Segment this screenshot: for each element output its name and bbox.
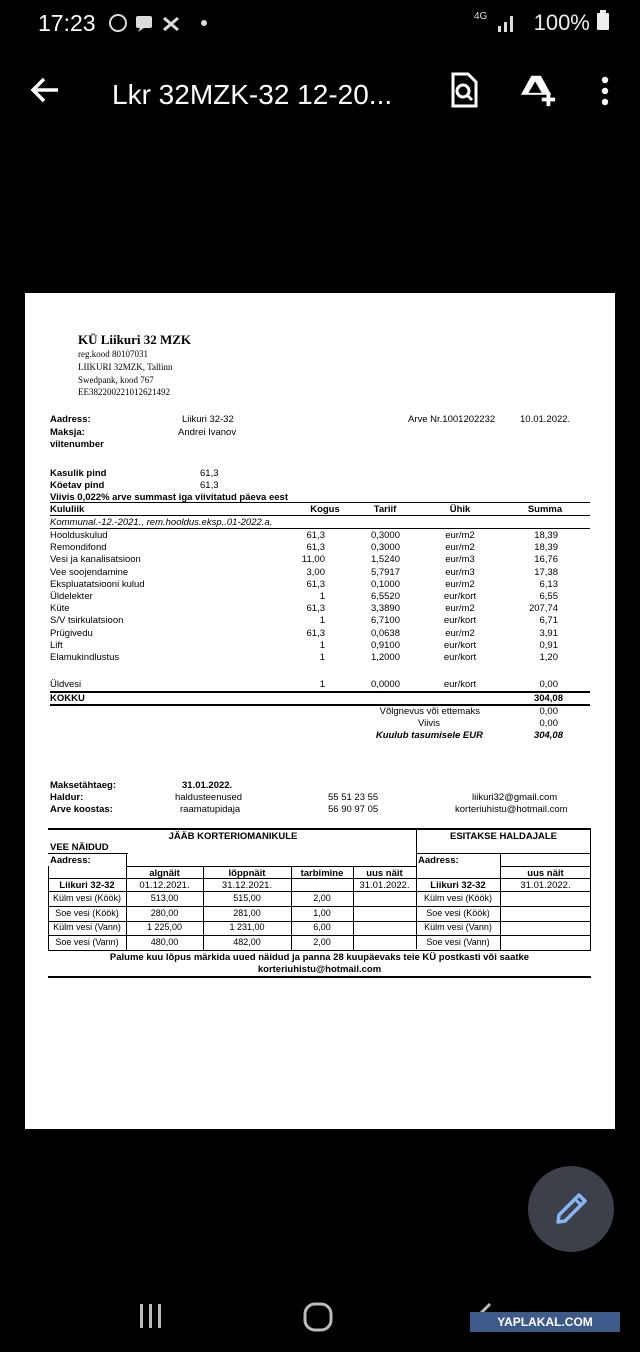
document-title: Lkr 32MZK-32 12-20... bbox=[112, 79, 393, 110]
col-start-reading: algnäit bbox=[149, 868, 180, 879]
right-address-label: Aadress: bbox=[418, 855, 459, 866]
water-row-use: 6,00 bbox=[313, 922, 331, 932]
water-row-start: 280,00 bbox=[150, 907, 179, 918]
notification-icons bbox=[108, 12, 208, 40]
invoice-date: 10.01.2022. bbox=[520, 414, 571, 425]
water-row-use: 1,00 bbox=[313, 907, 331, 918]
cost-rate: 0,3000 bbox=[370, 530, 400, 541]
water-row-start: 1 225,00 bbox=[146, 922, 183, 932]
cost-unit: eur/kort bbox=[443, 615, 477, 627]
cost-name: S/V tsirkulatsioon bbox=[50, 615, 124, 627]
recent-apps-icon[interactable] bbox=[136, 1300, 166, 1332]
cost-sum: 6,13 bbox=[539, 578, 558, 590]
network-type: 4G bbox=[474, 11, 488, 22]
app-bar bbox=[0, 55, 640, 130]
cost-name: Vee soojendamine bbox=[50, 566, 129, 578]
battery-percent: 100% bbox=[533, 10, 590, 35]
org-iban: EE382200221012621492 bbox=[78, 387, 170, 397]
org-address: LIIKURI 32MZK, Tallinn bbox=[78, 362, 173, 372]
cost-name: Lift bbox=[50, 639, 63, 651]
due-date-label: Maksetähtaeg: bbox=[50, 780, 116, 791]
start-date: 01.12.2021. bbox=[139, 880, 190, 891]
useful-area-label: Kasulik pind bbox=[50, 468, 107, 479]
water-row-name-right: Külm vesi (Vann) bbox=[424, 922, 492, 932]
reference-label: viitenumber bbox=[50, 439, 104, 450]
new-date: 31.01.2022. bbox=[359, 880, 410, 891]
author-phone: 56 90 97 05 bbox=[328, 804, 379, 815]
cost-qty: 1 bbox=[319, 639, 325, 651]
org-bank: Swedpank, kood 767 bbox=[78, 375, 154, 385]
address-label: Aadress: bbox=[50, 414, 91, 425]
billing-period: Kommunal.-12.-2021., rem.hooldus.eksp..01-2022.a. bbox=[50, 517, 273, 528]
water-row-end: 482,00 bbox=[233, 936, 261, 947]
footer-note-line1: Palume kuu lõpus märkida uued näidud ja panna 28 kuupäevaks teie KÜ postkasti või saatke bbox=[109, 952, 530, 963]
org-reg-code: reg.kood 80107031 bbox=[78, 349, 148, 359]
heated-area-label: Köetav pind bbox=[50, 480, 105, 491]
cost-qty: 1 bbox=[319, 591, 325, 602]
water-row-end: 515,00 bbox=[233, 893, 261, 903]
author-email: korteriuhistu@hotmail.com bbox=[455, 804, 568, 815]
edit-fab[interactable] bbox=[528, 1166, 614, 1252]
cost-name: Prügivedu bbox=[50, 627, 93, 639]
water-address-label: Aadress: bbox=[50, 855, 91, 866]
cost-unit: eur/m2 bbox=[445, 542, 475, 554]
battery-icon bbox=[596, 10, 610, 30]
water-row-start: 513,00 bbox=[150, 893, 179, 903]
cost-qty: 61,3 bbox=[306, 578, 325, 590]
water-row-name: Soe vesi (Vann) bbox=[55, 936, 119, 947]
apartment-left: Liikuri 32-32 bbox=[59, 880, 115, 891]
water-row-use: 2,00 bbox=[313, 936, 331, 947]
cost-unit: eur/m2 bbox=[445, 627, 475, 639]
col-end-reading: lõppnäit bbox=[228, 868, 266, 879]
watermark: YAPLAKAL.COM bbox=[470, 1312, 620, 1332]
signal-icon bbox=[496, 14, 516, 32]
col-header-qty: Kogus bbox=[310, 504, 340, 515]
cost-sum: 6,55 bbox=[539, 591, 558, 602]
rule bbox=[48, 853, 128, 854]
water-table-top bbox=[48, 828, 591, 830]
cost-name: Üldvesi bbox=[50, 679, 82, 690]
cost-rate: 5,7917 bbox=[370, 566, 400, 578]
table-header-rule bbox=[50, 515, 590, 516]
amount-due-value: 304,08 bbox=[533, 730, 563, 741]
author-name: raamatupidaja bbox=[180, 804, 241, 815]
payer-label: Maksja: bbox=[50, 427, 85, 438]
col-header-type: Kululiik bbox=[50, 504, 85, 515]
manager-phone: 55 51 23 55 bbox=[328, 792, 379, 803]
cost-sum: 3,91 bbox=[539, 627, 558, 639]
fine-label: Viivis bbox=[418, 718, 440, 729]
grid-line bbox=[126, 853, 127, 951]
grid-line bbox=[203, 866, 204, 951]
right-section-title: ESITAKSE HALDAJALE bbox=[450, 831, 557, 842]
cost-rate: 0,9100 bbox=[370, 639, 400, 651]
table-top-rule bbox=[50, 502, 590, 503]
cost-sum: 207,74 bbox=[528, 603, 558, 615]
status-bar bbox=[0, 0, 640, 50]
cost-name: Vesi ja kanalisatsioon bbox=[50, 554, 141, 566]
period-rule bbox=[50, 528, 590, 529]
cost-name: Üldelekter bbox=[50, 591, 93, 602]
readings-title: VEE NÄIDUD bbox=[50, 842, 109, 853]
cost-name: Hoolduskulud bbox=[50, 530, 108, 541]
col-new-reading-right: uus näit bbox=[527, 868, 564, 879]
rule bbox=[416, 853, 591, 854]
rule bbox=[500, 866, 591, 867]
author-label: Arve koostas: bbox=[50, 804, 113, 815]
col-header-rate: Tariif bbox=[373, 504, 397, 515]
water-row-end: 281,00 bbox=[233, 907, 261, 918]
grid-line bbox=[48, 866, 49, 951]
address-value: Liikuri 32-32 bbox=[182, 414, 234, 425]
cost-rate: 0,3000 bbox=[370, 542, 400, 554]
cost-rate: 0,0000 bbox=[370, 679, 400, 690]
total-value: 304,08 bbox=[533, 693, 563, 704]
heated-area-value: 61,3 bbox=[200, 480, 219, 491]
cost-name: Küte bbox=[50, 603, 70, 615]
org-name: KÜ Liikuri 32 MZK bbox=[78, 332, 192, 347]
cost-qty: 61,3 bbox=[306, 627, 325, 639]
cost-sum: 18,39 bbox=[534, 530, 558, 541]
cost-qty: 1 bbox=[319, 652, 325, 663]
pencil-icon bbox=[528, 1166, 614, 1252]
search-in-document-icon[interactable] bbox=[446, 71, 482, 109]
cost-rate: 6,7100 bbox=[370, 615, 400, 627]
cost-qty: 1 bbox=[319, 615, 325, 627]
water-row-name-right: Soe vesi (Vann) bbox=[426, 936, 490, 947]
cost-unit: eur/kort bbox=[443, 679, 477, 690]
cost-sum: 6,71 bbox=[539, 615, 558, 627]
cost-rate: 6,5520 bbox=[370, 591, 400, 602]
manager-name: haldusteenused bbox=[175, 792, 243, 803]
home-icon[interactable] bbox=[301, 1300, 335, 1334]
cost-rate: 0,1000 bbox=[370, 578, 400, 590]
cost-unit: eur/kort bbox=[443, 639, 477, 651]
cost-rate: 3,3890 bbox=[370, 603, 400, 615]
left-section-title: JÄÄB KORTERIOMANIKULE bbox=[168, 831, 298, 842]
rule bbox=[48, 878, 591, 879]
cost-rate: 0,0638 bbox=[370, 627, 400, 639]
water-row-start: 480,00 bbox=[150, 936, 179, 947]
cost-unit: eur/m3 bbox=[445, 554, 475, 566]
cost-sum: 1,20 bbox=[539, 652, 558, 663]
status-time: 17:23 bbox=[38, 10, 96, 36]
cost-name: Ekspluatatsiooni kulud bbox=[50, 578, 145, 590]
col-header-unit: Ühik bbox=[449, 504, 471, 515]
cost-unit: eur/kort bbox=[443, 591, 477, 602]
footer-note-line2: korteriuhistu@hotmail.com bbox=[257, 964, 382, 975]
water-row-use: 2,00 bbox=[313, 893, 331, 903]
debt-value: 0,00 bbox=[539, 706, 558, 717]
cost-unit: eur/kort bbox=[443, 652, 477, 663]
cost-qty: 61,3 bbox=[306, 542, 325, 554]
apartment-right: Liikuri 32-32 bbox=[430, 880, 486, 891]
water-row-name: Külm vesi (Vann) bbox=[53, 922, 121, 932]
water-row-name: Soe vesi (Köök) bbox=[55, 907, 119, 918]
payer-name: Andrei Ivanov bbox=[178, 427, 237, 438]
more-options-icon[interactable] bbox=[590, 71, 620, 109]
cost-sum: 18,39 bbox=[534, 542, 558, 554]
cost-qty: 11,00 bbox=[301, 554, 325, 566]
water-row-name-right: Külm vesi (Köök) bbox=[423, 893, 493, 903]
grid-line bbox=[590, 829, 591, 951]
rule bbox=[48, 891, 591, 892]
invoice-number: Arve Nr.1001202232 bbox=[408, 414, 496, 425]
manager-label: Haldur: bbox=[50, 792, 84, 803]
total-label: KOKKU bbox=[50, 693, 85, 704]
cost-rate: 1,5240 bbox=[370, 554, 400, 566]
cost-qty: 61,3 bbox=[306, 603, 325, 615]
end-date: 31.12.2021. bbox=[221, 880, 273, 891]
cost-qty: 1 bbox=[319, 679, 325, 690]
grid-line bbox=[353, 866, 354, 951]
cost-unit: eur/m2 bbox=[445, 530, 475, 541]
water-row-end: 1 231,00 bbox=[229, 922, 265, 932]
debt-label: Võlgnevus või ettemaks bbox=[379, 706, 480, 717]
back-arrow-icon[interactable] bbox=[28, 73, 62, 107]
grid-line bbox=[500, 853, 501, 951]
cost-qty: 61,3 bbox=[306, 530, 325, 541]
grid-line bbox=[291, 866, 292, 951]
water-row-name-right: Soe vesi (Köök) bbox=[426, 907, 490, 918]
water-row-name: Külm vesi (Köök) bbox=[52, 893, 122, 903]
fine-value: 0,00 bbox=[539, 718, 558, 729]
viber-icon bbox=[108, 12, 208, 34]
manager-email: liikuri32@gmail.com bbox=[472, 792, 558, 803]
cost-unit: eur/m2 bbox=[445, 578, 475, 590]
amount-due-label: Kuulub tasumisele EUR bbox=[375, 730, 483, 741]
rule bbox=[48, 950, 591, 951]
due-date-value: 31.01.2022. bbox=[182, 780, 233, 791]
rule bbox=[126, 866, 416, 867]
cost-name: Remondifond bbox=[50, 542, 107, 554]
cost-sum: 16,76 bbox=[534, 554, 558, 566]
cost-sum: 17,38 bbox=[534, 566, 558, 578]
cost-sum: 0,00 bbox=[539, 679, 558, 690]
cost-unit: eur/m3 bbox=[445, 566, 475, 578]
invoice-document bbox=[25, 293, 615, 1129]
cost-qty: 3,00 bbox=[306, 566, 325, 578]
penalty-note: Viivis 0,022% arve summast iga viivitatud päeva eest bbox=[50, 492, 288, 503]
col-consumption: tarbimine bbox=[300, 868, 344, 879]
col-header-sum: Summa bbox=[527, 504, 563, 515]
new-date-right: 31.01.2022. bbox=[520, 880, 571, 891]
water-table-bottom bbox=[48, 976, 591, 978]
cost-rate: 1,2000 bbox=[370, 652, 400, 663]
useful-area-value: 61,3 bbox=[200, 468, 219, 479]
cost-sum: 0,91 bbox=[539, 639, 558, 651]
cost-name: Elamukindlustus bbox=[50, 652, 120, 663]
battery-level bbox=[534, 10, 610, 36]
cost-unit: eur/m2 bbox=[445, 603, 475, 615]
add-to-drive-icon[interactable] bbox=[520, 71, 556, 109]
col-new-reading: uus näit bbox=[366, 868, 403, 879]
